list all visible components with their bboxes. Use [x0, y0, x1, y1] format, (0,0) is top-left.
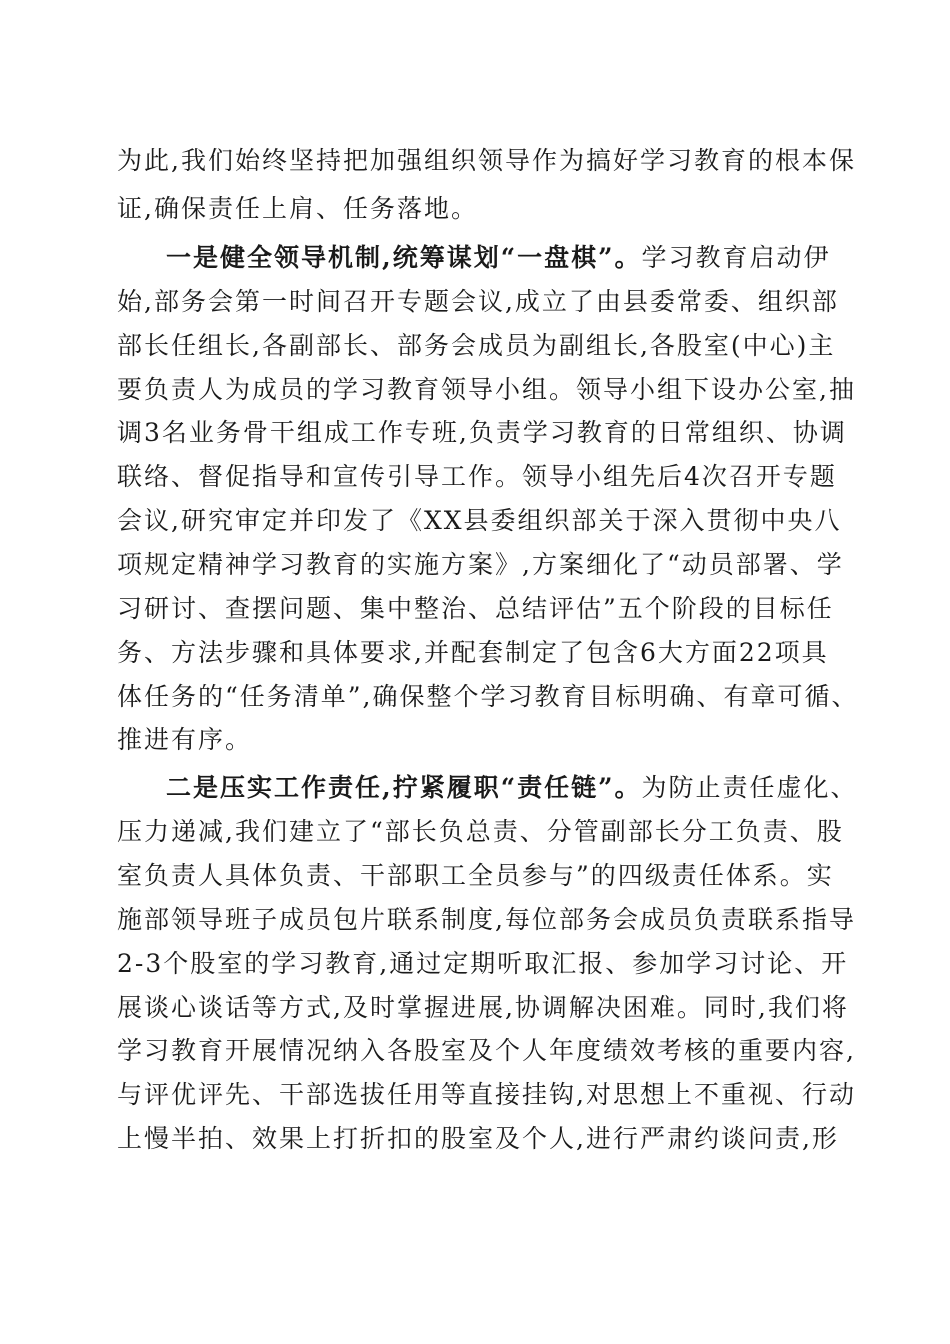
- paragraph-line: 二是压实工作责任,拧紧履职“责任链”。为防止责任虚化、: [166, 773, 858, 802]
- paragraph-line: 压力递减,我们建立了“部长负总责、分管副部长分工负责、股: [117, 817, 844, 846]
- paragraph-line: 调3名业务骨干组成工作专班,负责学习教育的日常组织、协调: [117, 418, 847, 447]
- paragraph-line: 2-3个股室的学习教育,通过定期听取汇报、参加学习讨论、开: [117, 949, 849, 978]
- paragraph-line: 始,部务会第一时间召开专题会议,成立了由县委常委、组织部: [117, 287, 839, 316]
- paragraph-line: 习研讨、查摆问题、集中整治、总结评估”五个阶段的目标任: [117, 594, 834, 623]
- paragraph-line: 学习教育开展情况纳入各股室及个人年度绩效考核的重要内容,: [117, 1036, 856, 1065]
- paragraph-line: 部长任组长,各副部长、部务会成员为副组长,各股室(中心)主: [117, 331, 836, 360]
- paragraph-line: 联络、督促指导和宣传引导工作。领导小组先后4次召开专题: [117, 462, 837, 491]
- paragraph-line: 证,确保责任上肩、任务落地。: [117, 194, 478, 223]
- paragraph-line: 施部领导班子成员包片联系制度,每位部务会成员负责联系指导: [117, 905, 856, 934]
- paragraph-line: 要负责人为成员的学习教育领导小组。领导小组下设办公室,抽: [117, 375, 856, 404]
- paragraph-line: 一是健全领导机制,统筹谋划“一盘棋”。学习教育启动伊: [166, 243, 831, 272]
- paragraph-line: 展谈心谈话等方式,及时掌握进展,协调解决困难。同时,我们将: [117, 993, 849, 1022]
- paragraph-line: 与评优评先、干部选拔任用等直接挂钩,对思想上不重视、行动: [117, 1080, 856, 1109]
- paragraph-line: 为此,我们始终坚持把加强组织领导作为搞好学习教育的根本保: [117, 146, 856, 175]
- paragraph-line: 体任务的“任务清单”,确保整个学习教育目标明确、有章可循、: [117, 682, 859, 711]
- section-lead: 二是压实工作责任,拧紧履职“责任链”。: [166, 773, 642, 802]
- paragraph-line: 项规定精神学习教育的实施方案》,方案细化了“动员部署、学: [117, 550, 844, 579]
- paragraph-line: 室负责人具体负责、干部职工全员参与”的四级责任体系。实: [117, 861, 834, 890]
- section-lead: 一是健全领导机制,统筹谋划“一盘棋”。: [166, 243, 642, 272]
- paragraph-line: 会议,研究审定并印发了《XX县委组织部关于深入贯彻中央八: [117, 506, 842, 535]
- paragraph-line: 务、方法步骤和具体要求,并配套制定了包含6大方面22项具: [117, 638, 829, 667]
- paragraph-line: 推进有序。: [117, 725, 253, 754]
- paragraph-line: 上慢半拍、效果上打折扣的股室及个人,进行严肃约谈问责,形: [117, 1124, 839, 1153]
